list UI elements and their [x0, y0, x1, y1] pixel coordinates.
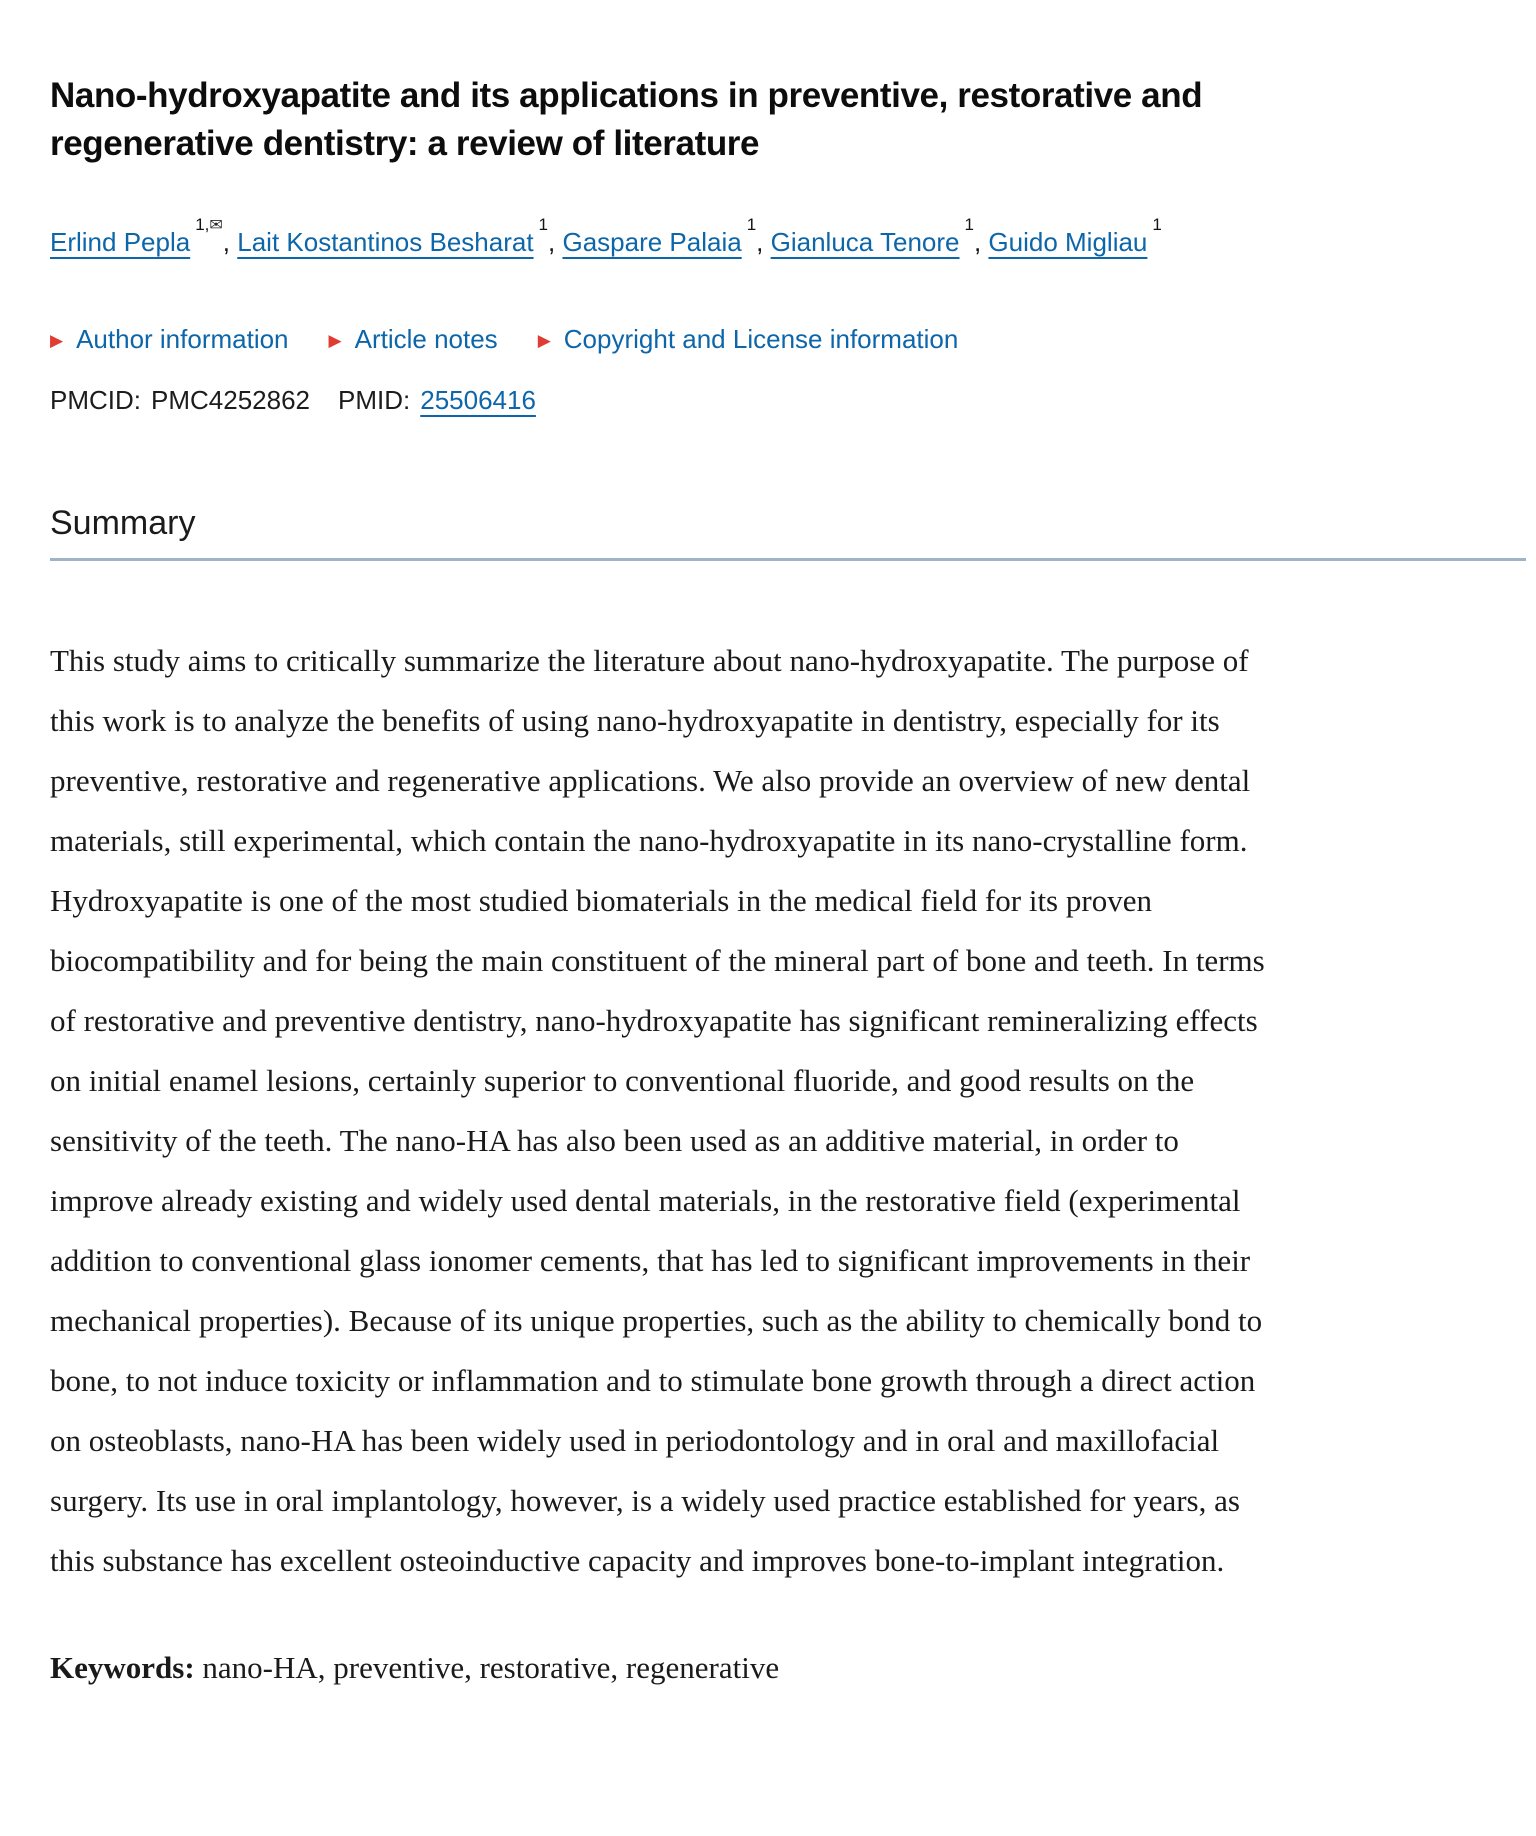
pmcid-value: PMC4252862 [151, 385, 310, 415]
authors-line [50, 215, 1526, 262]
disclosure-arrow-icon: ▶ [537, 331, 551, 350]
disclosure-arrow-icon: ▶ [328, 331, 342, 350]
author-separator: , [222, 227, 238, 257]
ids-row [50, 385, 1526, 416]
author-affiliation-sup: 1 [746, 215, 757, 235]
meta-link-label: Author information [76, 324, 289, 354]
author [770, 215, 989, 257]
author [237, 215, 563, 257]
author [50, 215, 238, 257]
author [562, 215, 771, 257]
meta-link-label: Article notes [354, 324, 498, 354]
author-separator: , [548, 227, 563, 257]
summary-heading: Summary [50, 500, 1526, 561]
keywords-label: Keywords: [50, 1650, 195, 1685]
email-icon: ✉ [209, 217, 223, 235]
pmid-link[interactable]: 25506416 [420, 385, 536, 415]
disclosure-arrow-icon: ▶ [50, 331, 64, 350]
author [988, 215, 1162, 257]
pmcid-label: PMCID: [50, 385, 141, 415]
keywords-text: nano-HA, preventive, restorative, regenerative [194, 1650, 780, 1685]
meta-links-row [50, 324, 1526, 355]
summary-text: This study aims to critically summarize the literature about nano-hydroxyapatite. The purpose of this work is to analyze the benefits of using nano-hydroxyapatite in dentistry, especially for its preventive, restorative and regenerative applications. We also provide an overview of new dental materials, still experimental, which contain the nano-hydroxyapatite in its nano-crystalline form. Hydroxyapatite is one of the most studied biomaterials in the medical field for its proven biocompatibility and for being the main constituent of the mineral part of bone and teeth. In terms of restorative and preventive dentistry, nano-hydroxyapatite has significant remineralizing effects on initial enamel lesions, certainly superior to conventional fluoride, and good results on the sensitivity of the teeth. The nano-HA has also been used as an additive material, in order to improve already existing and widely used dental materials, in the restorative field (experimental addition to conventional glass ionomer cements, that has led to significant improvements in their mechanical properties). Because of its unique properties, such as the ability to chemically bond to bone, to not induce toxicity or inflammation and to stimulate bone growth through a direct action on osteoblasts, nano-HA has been widely used in periodontology and in oral and maxillofacial surgery. Its use in oral implantology, however, is a widely used practice established for years, as this substance has excellent osteoinductive capacity and improves bone-to-implant integration. [50, 643, 1265, 1578]
meta-link-label: Copyright and License information [563, 324, 959, 354]
author-affiliation-sup: 1 [538, 215, 549, 235]
author-separator: , [756, 227, 771, 257]
author-link[interactable]: Erlind Pepla [50, 227, 191, 257]
author-link[interactable]: Gianluca Tenore [770, 227, 960, 257]
page-title: Nano-hydroxyapatite and its applications in preventive, restorative and regenerative dentistry: a review of literature [50, 76, 1203, 163]
author-link[interactable]: Gaspare Palaia [562, 227, 742, 257]
author-information-link[interactable] [50, 324, 289, 355]
pmid-label: PMID: [338, 385, 411, 415]
author-affiliation-sup: 1 [964, 215, 974, 235]
author-affiliation-sup: 1,✉ [195, 215, 223, 235]
keywords-line [50, 1645, 1288, 1691]
author-link[interactable]: Lait Kostantinos Besharat [237, 227, 534, 257]
author-affiliation-sup: 1 [1152, 215, 1162, 235]
copyright-license-link[interactable] [538, 324, 959, 355]
article-notes-link[interactable] [329, 324, 498, 355]
author-separator: , [973, 227, 989, 257]
author-link[interactable]: Guido Migliau [988, 227, 1148, 257]
